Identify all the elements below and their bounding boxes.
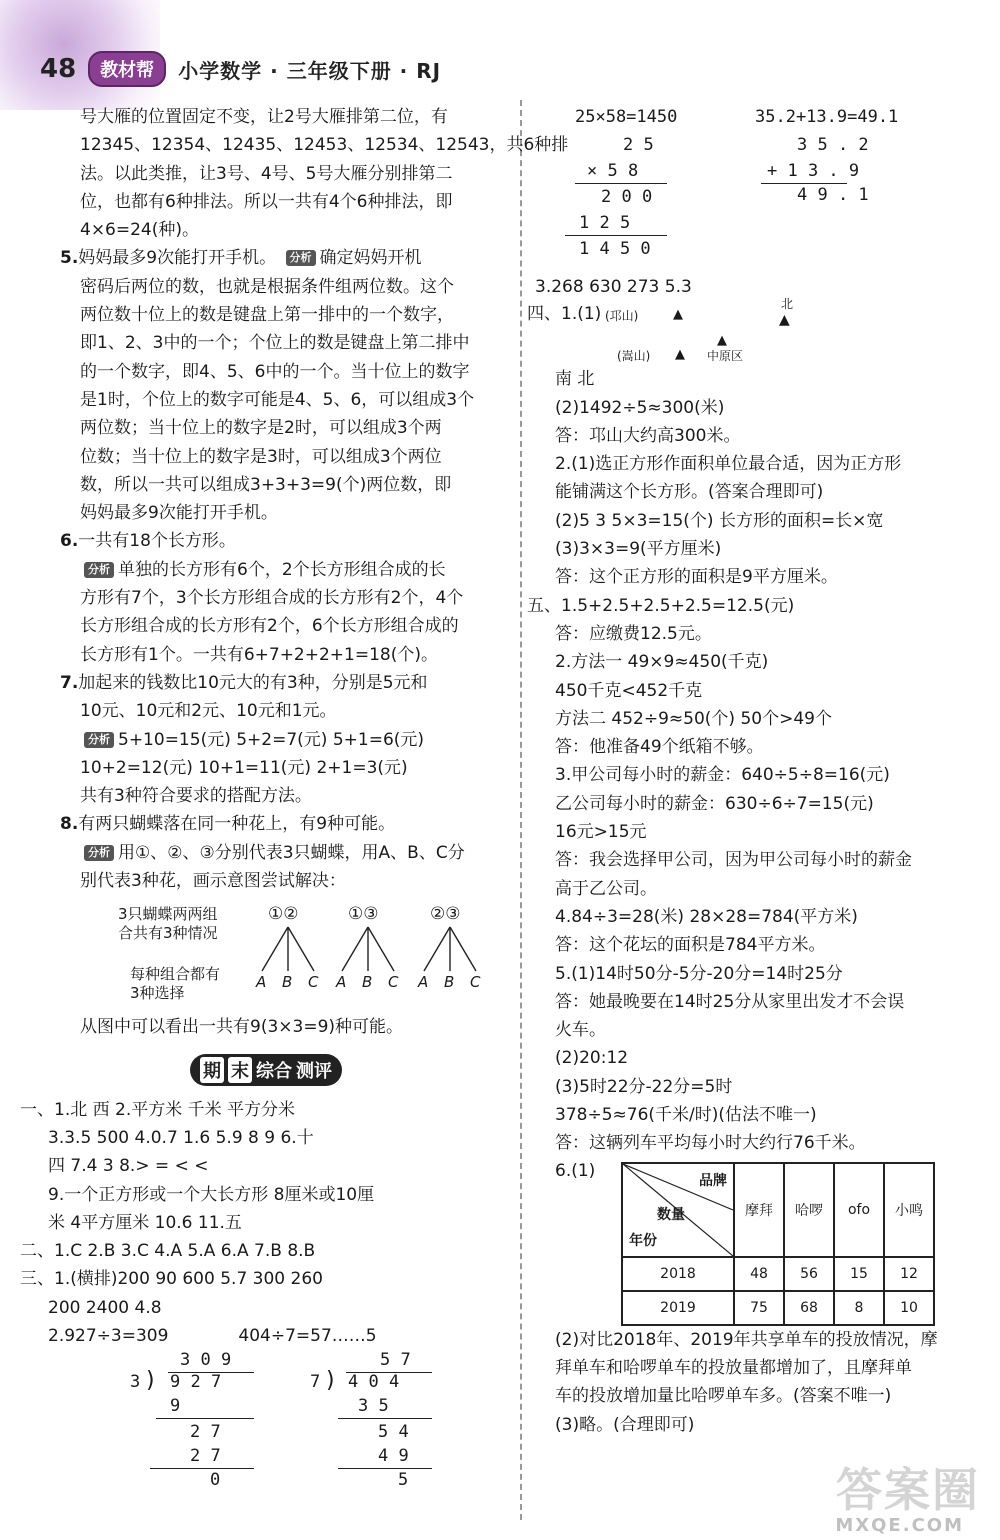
analysis-text: 用①、②、③分别代表3只蝴蝶，用A、B、C分 (118, 842, 465, 863)
diagram-conclusion: 从图中可以看出一共有9(3×3=9)种可能。 (80, 1017, 404, 1038)
text-line: 378÷5≈76(千米/时)(估法不唯一) (555, 1105, 817, 1126)
diagram-label: 3只蝴蝶两两组 (118, 905, 218, 924)
watermark-url: MXQE.COM (835, 1515, 964, 1536)
text-line: 3.3.5 500 4.0.7 1.6 5.9 8 9 6.十 (48, 1127, 314, 1148)
text-line: 答：这个花坛的面积是784平方米。 (555, 935, 826, 956)
pair-label: ①③ (348, 904, 379, 925)
question-number: 8. (60, 814, 79, 835)
analysis-line (60, 556, 510, 584)
banner-char: 期 (200, 1057, 224, 1083)
text-line: 方法二 452÷9≈50(个) 50个>49个 (555, 708, 832, 729)
step: 2 7 (190, 1422, 221, 1443)
equation: 404÷7=57……5 (238, 1325, 377, 1346)
text-line: 2.方法一 49×9≈450(千克) (555, 652, 769, 673)
text-line: 4.84÷3=28(米) 28×28=784(平方米) (555, 906, 858, 927)
text-line: 答：我会选择甲公司，因为甲公司每小时的薪金 (555, 850, 912, 871)
value-cell: 68 (784, 1291, 834, 1325)
map-label: (邛山) (605, 309, 639, 324)
text-line: 能铺满这个长方形。(答案合理即可) (555, 482, 824, 503)
header-year: 年份 (629, 1232, 657, 1249)
text-line: 答：她最晚要在14时25分从家里出发才不会误 (555, 991, 905, 1012)
diagram-lines (60, 901, 510, 1009)
text-line: 两位数；当十位上的数字是2时，可以组成3个两 (80, 418, 442, 439)
section-banner-final-exam (190, 1054, 342, 1086)
text-line: 位数；当十位上的数字是3时，可以组成3个两位 (80, 446, 442, 467)
banner-text: 测评 (296, 1060, 332, 1082)
question-7 (60, 669, 510, 697)
flower-label: A (418, 973, 429, 992)
answer-text: 有两只蝴蝶落在同一种花上，有9种可能。 (78, 814, 396, 835)
section-label: 四、1.(1) (527, 304, 602, 325)
question-number: 6. (60, 531, 79, 552)
analysis-tag: 分析 (84, 845, 114, 861)
map-sketch (527, 297, 965, 365)
section-1 (20, 1096, 510, 1351)
analysis-tag: 分析 (84, 562, 114, 578)
analysis-text: 单独的长方形有6个，2个长方形组合成的长 (118, 559, 446, 580)
question-number: 7. (60, 672, 79, 693)
value-cell: 8 (834, 1291, 884, 1325)
step: 5 4 (378, 1422, 409, 1443)
question-6-table-area (535, 1158, 965, 1326)
flower-label: C (308, 973, 319, 992)
year-cell: 2018 (622, 1257, 734, 1291)
text-line: 10元、10元和2元、10元和1元。 (80, 701, 337, 722)
brand-header: ofo (834, 1163, 884, 1257)
section-3-q2 (20, 1322, 510, 1350)
text-line: 450千克<452千克 (555, 680, 703, 701)
brand-header: 小鸣 (884, 1163, 934, 1257)
text-line: (3)略。(合理即可) (555, 1414, 695, 1435)
quotient: 3 0 9 (180, 1350, 232, 1371)
value-cell: 15 (834, 1257, 884, 1291)
analysis-text: 确定妈妈开机 (319, 248, 422, 269)
text-line: 别代表3种花，画示意图尝试解决： (80, 871, 346, 892)
text-line: 答：应缴费12.5元。 (555, 623, 712, 644)
question-number: 5. (60, 248, 79, 269)
page-header (40, 52, 480, 86)
text-line: 妈妈最多9次能打开手机。 (80, 503, 278, 524)
flower-label: C (470, 973, 481, 992)
mountain-icon: ▲ (675, 347, 685, 363)
text-line: 12345、12354、12435、12453、12534、12543，共6种排 (80, 135, 569, 156)
analysis-line (60, 839, 510, 867)
text-line: 16元>15元 (555, 822, 647, 843)
text-line: 拜单车和哈啰单车的投放量都增加了，且摩拜单 (555, 1357, 912, 1378)
text-line: 9.一个正方形或一个大长方形 8厘米或10厘 (48, 1184, 375, 1205)
dividend: 9 2 7 (170, 1372, 222, 1393)
text-line: 号大雁的位置固定不变，让2号大雁排第二位，有 (80, 107, 448, 127)
table-row (622, 1291, 934, 1325)
analysis-line (60, 726, 510, 754)
text-line: 共有3种符合要求的搭配方法。 (80, 786, 312, 807)
text-line: 3.268 630 273 5.3 (535, 277, 692, 297)
value-cell: 10 (884, 1291, 934, 1325)
year-cell: 2019 (622, 1291, 734, 1325)
question-6 (60, 527, 510, 555)
text-line: 3.甲公司每小时的薪金：640÷5÷8=16(元) (555, 765, 890, 786)
long-division-1 (60, 1350, 510, 1490)
butterfly-diagram (60, 901, 510, 1009)
product: 1 4 5 0 (579, 239, 651, 259)
column-divider (520, 100, 522, 1520)
pair-label: ①② (268, 904, 299, 925)
flower-label: B (444, 973, 455, 992)
step: 2 7 (190, 1446, 221, 1467)
text-line: 是1时，个位上的数字可能是4、5、6，可以组成3个 (80, 389, 475, 410)
text-line: 密码后两位的数，也就是根据条件组两位数。这个 (80, 276, 454, 297)
text-line: 长方形组合成的长方形有2个，6个长方形组合成的 (80, 616, 459, 637)
flower-label: C (388, 973, 399, 992)
answer-text: 一共有18个长方形。 (78, 531, 236, 552)
text-line: 米 4平方厘米 10.6 11.五 (48, 1212, 242, 1233)
north-arrow-icon: ▲ (779, 312, 790, 329)
equation: 25×58=1450 (575, 107, 678, 127)
text-line: 四 7.4 3 8.> = < < (48, 1156, 209, 1177)
dividend: 4 0 4 (348, 1372, 400, 1393)
right-column (527, 103, 965, 1439)
equation: 2.927÷3=309 (48, 1325, 169, 1346)
question-label: 6.(1) (555, 1160, 596, 1181)
text-line: 方形有7个，3个长方形组合成的长方形有2个，4个 (80, 588, 464, 609)
step: 9 (170, 1396, 181, 1417)
vertical-calculations (535, 103, 965, 273)
text-line: 两位数十位上的数是键盘上第一排中的一个数字， (80, 305, 454, 326)
operand: 2 5 (623, 135, 654, 155)
operand: × 5 8 (587, 161, 639, 181)
text-line: 法。以此类推，让3号、4号、5号大雁分别排第二 (80, 163, 453, 184)
text-line: 即1、2、3中的一个；个位上的数是键盘上第二排中 (80, 333, 470, 354)
sum: 4 9 . 1 (797, 185, 869, 205)
text-line: 答：他准备49个纸箱不够。 (555, 737, 764, 758)
flower-label: A (336, 973, 347, 992)
question-8 (60, 810, 510, 838)
text-line: 火车。 (555, 1020, 606, 1041)
answer-text: 加起来的钱数比10元大的有3种，分别是5元和 (78, 672, 428, 693)
flower-label: B (282, 973, 293, 992)
diagonal-header-cell (622, 1163, 734, 1257)
brand-header: 摩拜 (734, 1163, 784, 1257)
mountain-icon: ▲ (673, 307, 683, 323)
watermark-logo: 答案圈 (836, 1463, 980, 1517)
banner-char: 末 (228, 1057, 252, 1083)
answer-text: 妈妈最多9次能打开手机。 (78, 248, 277, 269)
question-5 (60, 244, 510, 272)
analysis-tag: 分析 (286, 250, 316, 266)
text-line: 10+2=12(元) 10+1=11(元) 2+1=3(元) (80, 757, 408, 778)
divisor: 7 (310, 1372, 321, 1393)
divisor: 3 (130, 1372, 141, 1393)
text-line: (3)3×3=9(平方厘米) (555, 539, 722, 560)
value-cell: 48 (734, 1257, 784, 1291)
value-cell: 56 (784, 1257, 834, 1291)
text-line: 的一个数字，即4、5、6中的一个。当十位上的数字 (80, 361, 470, 382)
text-line: 位，也都有6种排法。所以一共有4个6种排法，即 (80, 191, 453, 212)
text-line: 答：这辆列车平均每小时大约行76千米。 (555, 1133, 866, 1154)
banner-text: 综合 (256, 1060, 292, 1082)
division-bracket: ) (144, 1368, 158, 1394)
map-label: 北 (781, 297, 794, 312)
text-line: 200 2400 4.8 (48, 1297, 162, 1318)
table-row (622, 1257, 934, 1291)
text-line: 数，所以一共可以组成3+3+3=9(个)两位数，即 (80, 474, 452, 495)
text-line: (2)5 3 5×3=15(个) 长方形的面积=长×宽 (555, 510, 884, 531)
partial-product: 1 2 5 (579, 213, 631, 233)
flower-label: B (362, 973, 373, 992)
text-line: (3)5时22分-22分=5时 (555, 1076, 733, 1097)
value-cell: 12 (884, 1257, 934, 1291)
analysis-text: 5+10=15(元) 5+2=7(元) 5+1=6(元) (118, 729, 425, 750)
diagram-label: 合共有3种情况 (118, 924, 218, 943)
brand-badge: 教材帮 (88, 51, 166, 87)
partial-product: 2 0 0 (601, 187, 653, 207)
text-line: 南 北 (555, 369, 595, 390)
remainder: 0 (210, 1470, 221, 1491)
step: 3 5 (358, 1396, 389, 1417)
text-line: 五、1.5+2.5+2.5+2.5=12.5(元) (527, 595, 795, 616)
header-quantity: 数量 (657, 1206, 685, 1223)
page-number: 48 (40, 54, 77, 84)
equation: 35.2+13.9=49.1 (755, 107, 899, 127)
division-bracket: ) (324, 1368, 338, 1394)
text-line: 一、1.北 西 2.平方米 千米 平方分米 (20, 1099, 296, 1120)
operand: + 1 3 . 9 (767, 161, 860, 181)
text-line: 4×6=24(种)。 (80, 220, 200, 241)
quotient: 5 7 (380, 1350, 411, 1371)
pair-label: ②③ (430, 904, 461, 925)
text-line: (2)20:12 (555, 1048, 629, 1069)
flower-label: A (256, 973, 267, 992)
value-cell: 75 (734, 1291, 784, 1325)
brand-header: 哈啰 (784, 1163, 834, 1257)
location-icon: ▲ (717, 333, 727, 349)
text-line: 三、1.(横排)200 90 600 5.7 300 260 (20, 1269, 323, 1290)
text-line: 答：这个正方形的面积是9平方厘米。 (555, 567, 838, 588)
text-line: 答：邛山大约高300米。 (555, 425, 741, 446)
step: 4 9 (378, 1446, 409, 1467)
text-line: 高于乙公司。 (555, 878, 657, 899)
text-line: 长方形有1个。一共有6+7+2+2+1=18(个)。 (80, 644, 439, 665)
text-line: (2)对比2018年、2019年共享单车的投放情况，摩 (555, 1329, 938, 1350)
text-line: (2)1492÷5≈300(米) (555, 397, 725, 418)
text-line: 车的投放增加量比哈啰单车多。(答案不唯一) (555, 1386, 892, 1407)
header-brand: 品牌 (699, 1172, 727, 1189)
text-line: 2.(1)选正方形作面积单位最合适，因为正方形 (555, 454, 902, 475)
text-line: 乙公司每小时的薪金：630÷6÷7=15(元) (555, 793, 874, 814)
analysis-tag: 分析 (84, 732, 114, 748)
diagram-label: 3种选择 (130, 984, 185, 1003)
book-title: 小学数学 · 三年级下册 · RJ (178, 58, 442, 83)
map-label: (嵩山) (617, 349, 651, 364)
diagram-label: 每种组合都有 (130, 965, 221, 984)
bike-table (621, 1162, 935, 1326)
operand: 3 5 . 2 (797, 135, 869, 155)
text-line: 5.(1)14时50分-5分-20分=14时25分 (555, 963, 843, 984)
data-table (621, 1162, 935, 1326)
map-label: 中原区 (707, 349, 744, 364)
remainder: 5 (398, 1470, 409, 1491)
text-line: 二、1.C 2.B 3.C 4.A 5.A 6.A 7.B 8.B (20, 1241, 316, 1262)
